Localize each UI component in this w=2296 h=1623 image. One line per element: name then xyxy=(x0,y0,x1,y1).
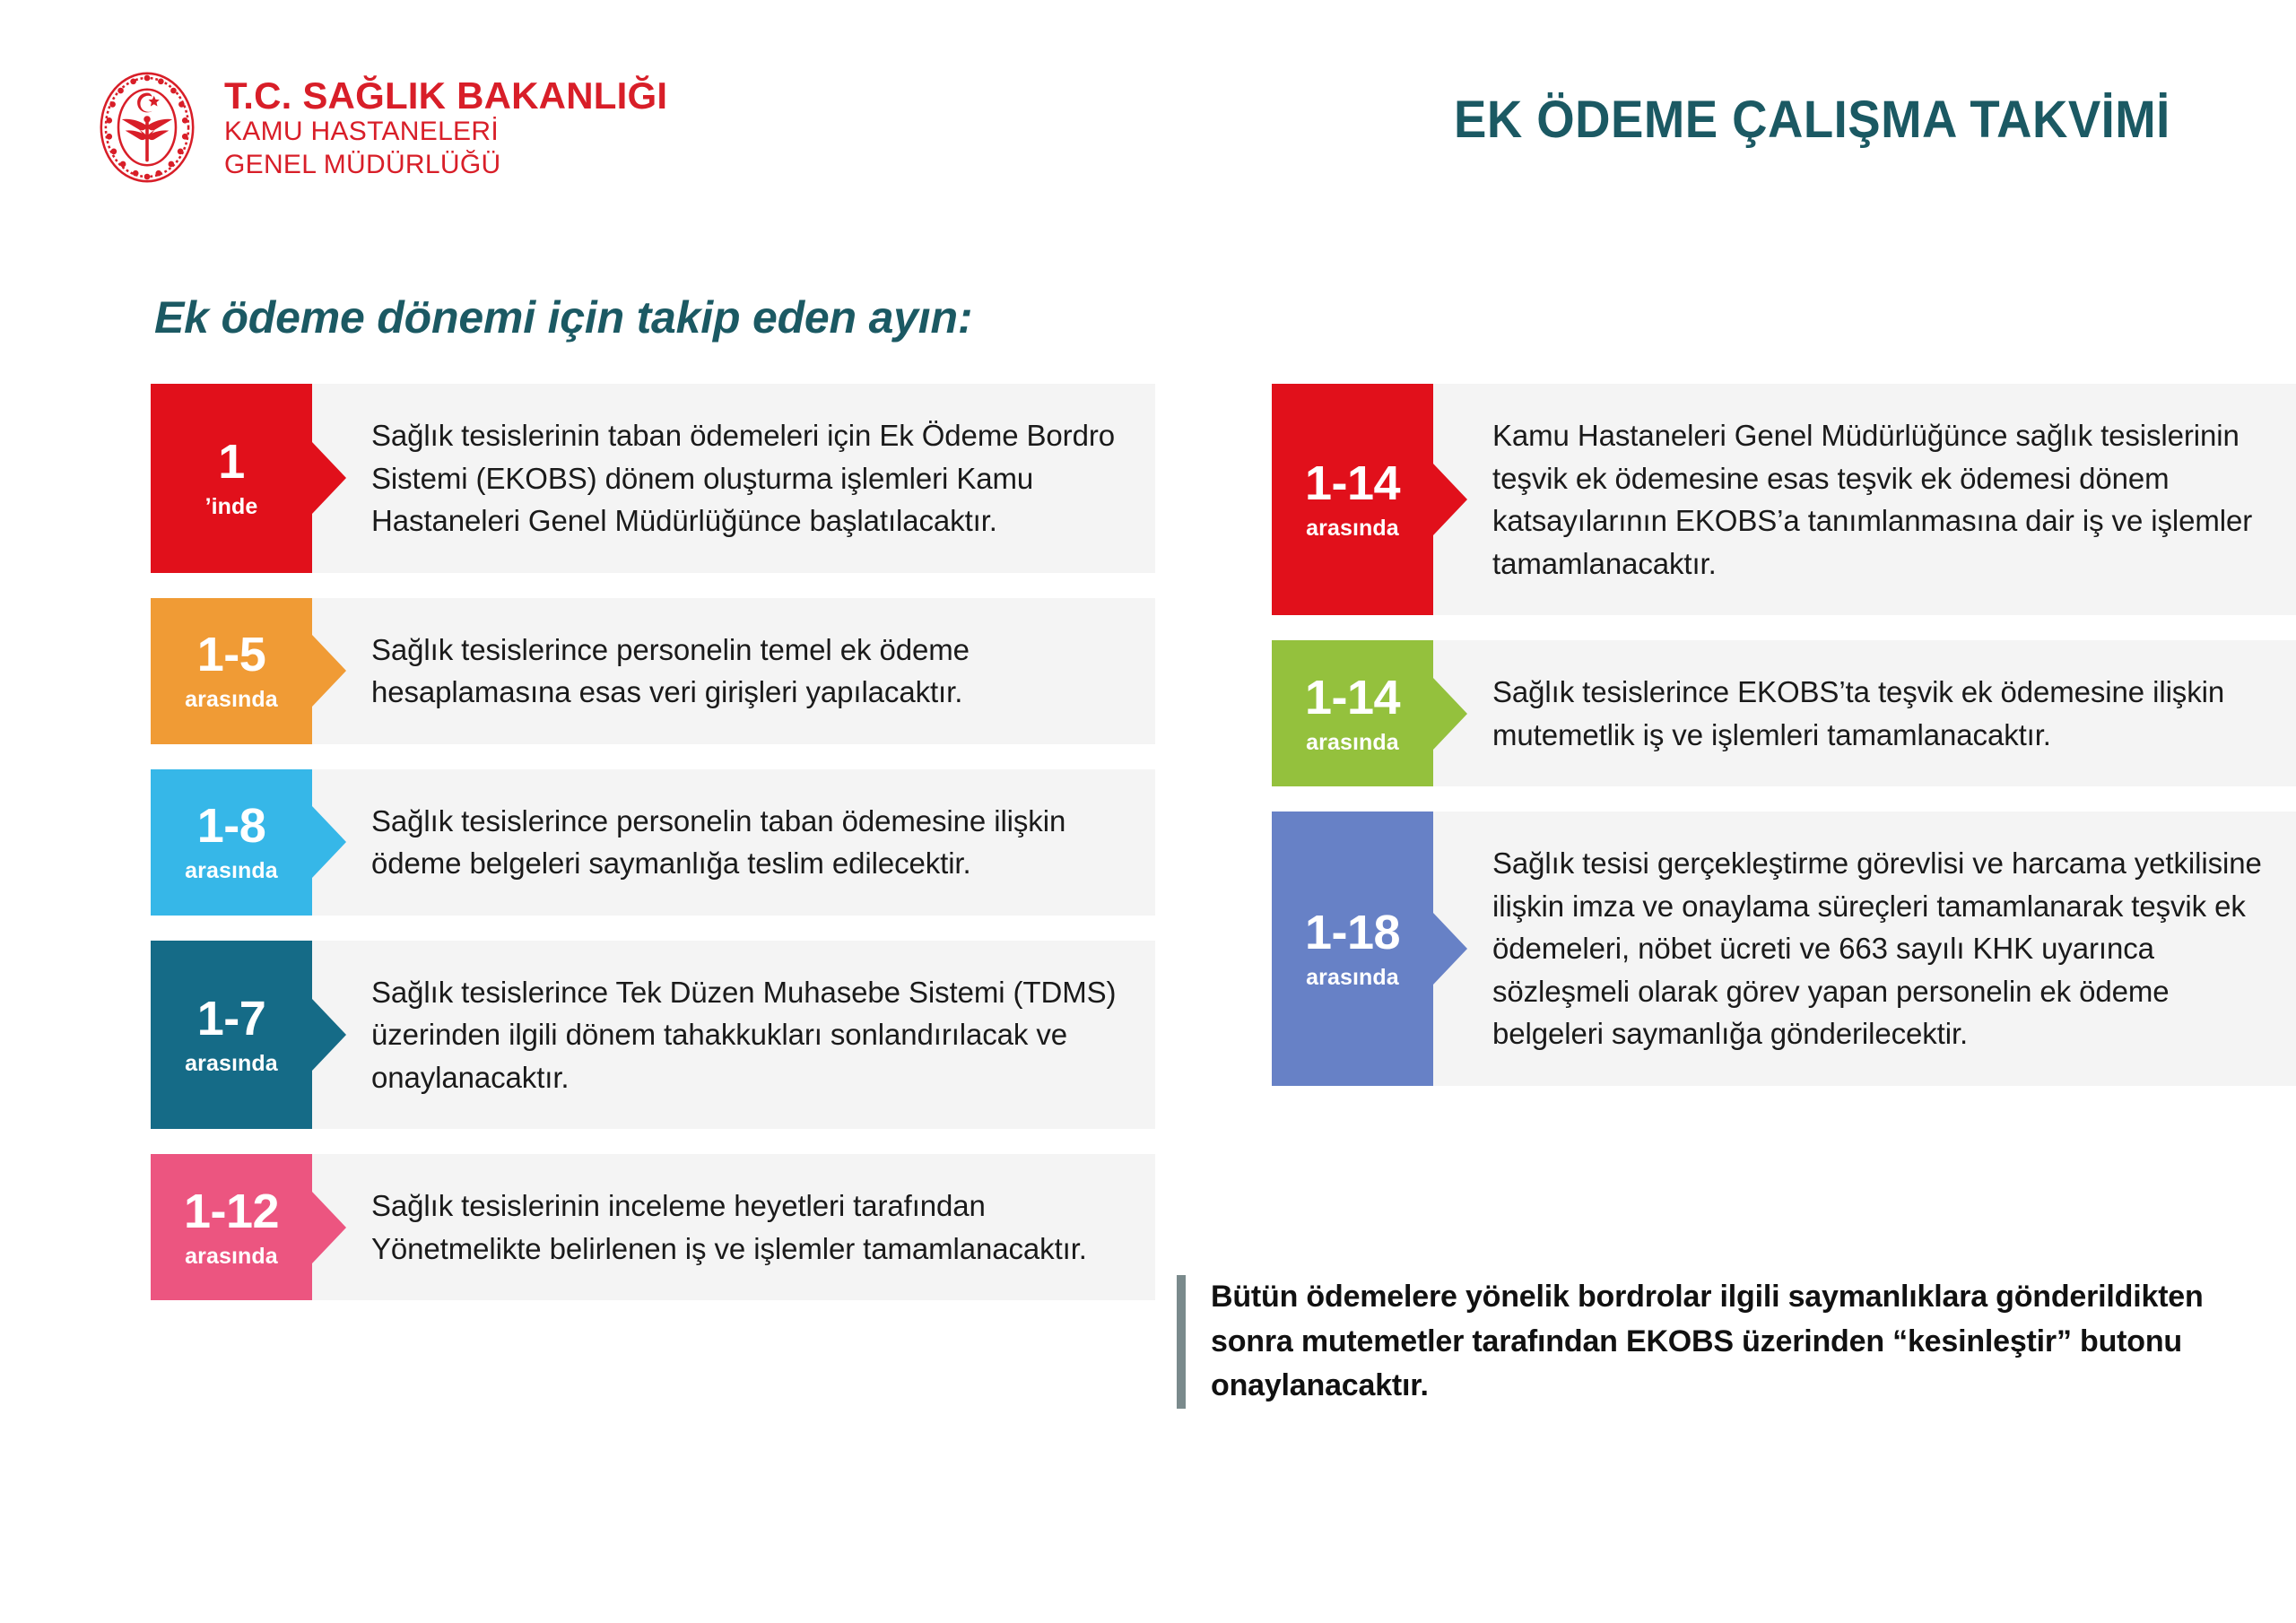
timeline-item-body xyxy=(312,1154,1155,1300)
ministry-line-3: GENEL MÜDÜRLÜĞÜ xyxy=(224,150,501,180)
ministry-name-block xyxy=(224,73,667,181)
timeline-badge xyxy=(151,769,312,916)
timeline-item-text: Sağlık tesislerince personelin taban ödemesine ilişkin ödeme belgeleri saymanlığa teslim edilecektir. xyxy=(371,803,1066,881)
timeline-item-body xyxy=(312,598,1155,744)
timeline-item-text: Sağlık tesislerinin inceleme heyetleri tarafından Yönetmelikte belirlenen iş ve işlemler tamamlanacaktır. xyxy=(371,1189,1087,1265)
timeline-badge-number: 1-5 xyxy=(196,628,266,682)
timeline-item xyxy=(1272,812,2296,1086)
timeline-badge xyxy=(151,1154,312,1300)
timeline-badge xyxy=(1272,812,1433,1086)
timeline-badge-number: 1-14 xyxy=(1304,456,1401,511)
timeline-item-body xyxy=(312,769,1155,916)
timeline-badge xyxy=(151,941,312,1130)
page-header xyxy=(90,70,2170,195)
timeline-item xyxy=(151,598,1155,744)
timeline-badge xyxy=(151,598,312,744)
footer-note xyxy=(1177,1275,2208,1409)
timeline-badge-caption: ’inde xyxy=(204,494,258,520)
timeline-badge xyxy=(1272,384,1433,615)
timeline-item xyxy=(151,941,1155,1130)
tc-saglik-bakanligi-emblem-icon xyxy=(90,70,204,185)
timeline-badge-number: 1 xyxy=(218,435,245,490)
timeline-badge-number: 1-8 xyxy=(196,799,266,854)
timeline-badge-caption: arasında xyxy=(185,1050,278,1076)
footer-note-part2: butonu onaylanacaktır. xyxy=(1211,1324,2182,1403)
timeline-item-body xyxy=(312,941,1155,1130)
ministry-line-1: T.C. SAĞLIK BAKANLIĞI xyxy=(224,74,668,117)
timeline-item-text: Sağlık tesislerince personelin temel ek ödeme hesaplamasına esas veri girişleri yapılacaktır. xyxy=(371,632,970,709)
timeline-item xyxy=(151,384,1155,573)
timeline-item-text: Sağlık tesislerince Tek Düzen Muhasebe Sistemi (TDMS) üzerinden ilgili dönem tahakkukları sonlandırılacak ve onaylanacaktır. xyxy=(371,975,1117,1094)
timeline-item-text: Sağlık tesislerinin taban ödemeleri için Ek Ödeme Bordro Sistemi (EKOBS) dönem oluşturma işlemleri Kamu Hastaneleri Genel Müdürlüğünce başlatılacaktır. xyxy=(371,419,1115,538)
timeline-item xyxy=(1272,384,2296,615)
page-title: EK ÖDEME ÇALIŞMA TAKVİMİ xyxy=(1454,91,2170,149)
timeline-item-body xyxy=(1433,812,2296,1086)
timeline-item-text: Sağlık tesislerince EKOBS’ta teşvik ek ödemesine ilişkin mutemetlik iş ve işlemleri tamamlanacaktır. xyxy=(1492,675,2225,751)
timeline-badge xyxy=(1272,640,1433,786)
timeline-item xyxy=(151,769,1155,916)
timeline-badge-number: 1-14 xyxy=(1304,670,1401,725)
timeline-item-text: Kamu Hastaneleri Genel Müdürlüğünce sağlık tesislerinin teşvik ek ödemesine esas teşvik ek ödemesi dönem katsayılarının EKOBS’a tanımlanmasına dair iş ve işlemler tamamlanacaktır. xyxy=(1492,419,2253,580)
timeline-badge-number: 1-12 xyxy=(183,1184,280,1238)
ministry-line-2: KAMU HASTANELERİ xyxy=(224,117,499,147)
timeline-item-body xyxy=(312,384,1155,573)
timeline-badge-number: 1-7 xyxy=(196,991,266,1046)
timeline-badge-caption: arasında xyxy=(185,858,278,884)
footer-accent-bar xyxy=(1177,1275,1186,1409)
section-subtitle: Ek ödeme dönemi için takip eden ayın: xyxy=(154,292,973,343)
timeline-badge-number: 1-18 xyxy=(1304,905,1401,959)
footer-note-text xyxy=(1211,1275,2208,1409)
timeline-item-body xyxy=(1433,640,2296,786)
timeline-badge-caption: arasında xyxy=(1306,729,1399,755)
footer-note-emphasis: “kesinleştir” xyxy=(1892,1324,2072,1358)
ministry-branding xyxy=(90,70,667,185)
timeline-badge-caption: arasında xyxy=(1306,516,1399,542)
timeline-badge-caption: arasında xyxy=(185,1243,278,1269)
timeline-column-right xyxy=(1272,384,2296,1300)
timeline-item-text: Sağlık tesisi gerçekleştirme görevlisi ve harcama yetkilisine ilişkin imza ve onaylama süreçleri tamamlanarak teşvik ek ödemeleri, nöbet ücreti ve 663 sayılı KHK uyarınca sözleşmeli olarak görev yapan personelin ek ödeme belgeleri saymanlığa gönderilecektir. xyxy=(1492,846,2262,1051)
timeline-item-body xyxy=(1433,384,2296,615)
timeline-badge-caption: arasında xyxy=(185,687,278,713)
timeline-badge xyxy=(151,384,312,573)
timeline-columns xyxy=(151,384,2262,1300)
timeline-item xyxy=(1272,640,2296,786)
timeline-item xyxy=(151,1154,1155,1300)
timeline-badge-caption: arasında xyxy=(1306,964,1399,990)
footer-note-part1: Bütün ödemelere yönelik bordrolar ilgili saymanlıklara gönderildikten sonra mutemetler tarafından EKOBS üzerinden xyxy=(1211,1280,2204,1358)
timeline-column-left xyxy=(151,384,1155,1300)
